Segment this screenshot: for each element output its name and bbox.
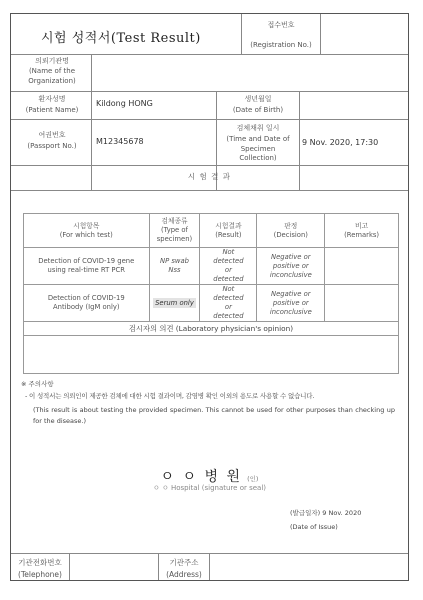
results-table-header-row (24, 214, 399, 248)
telephone-label-kr: 기관전화번호 (18, 558, 62, 567)
header-result: 시험결과 (Result) (200, 214, 257, 248)
row-result-antibody: Not detected or detected (200, 285, 257, 322)
opinion-label-row (24, 322, 399, 336)
collection-label-kr: 검체채취 일시 (236, 124, 280, 132)
row-result-pcr: Not detected or detected (200, 248, 257, 285)
table-row (24, 248, 399, 285)
hospital-english-name: ㅇ ㅇ Hospital (signature or seal) (153, 484, 266, 492)
row-specimen-pcr: NP swab Nss (149, 248, 200, 285)
seal-mark: (인) (247, 475, 259, 483)
issue-date-label-en: (Date of Issue) (290, 523, 338, 531)
issue-date (290, 508, 361, 519)
serum-highlight: Serum only (155, 298, 194, 307)
collection-datetime-value: 9 Nov. 2020, 17:30 (302, 138, 379, 147)
issue-date-label-kr: (발급일자) (290, 509, 321, 517)
results-heading: 시 험 결 과 (187, 172, 232, 181)
registration-label-kr: 접수번호 (267, 21, 295, 29)
results-table (23, 213, 399, 374)
opinion-value (24, 336, 399, 374)
row-decision-antibody: Negative or positive or inconclusive (257, 285, 325, 322)
notes-english: (This result is about testing the provided specimen. This cannot be used for other purposes than checking up for the disease.) (33, 406, 395, 425)
registration-label-en: (Registration No.) (250, 41, 312, 49)
header-decision: 판정 (Decision) (257, 214, 325, 248)
header-remarks: 비고 (Remarks) (325, 214, 399, 248)
dob-label-en: (Date of Birth) (232, 106, 284, 114)
collection-label-en: (Time and Date of Specimen Collection) (226, 135, 290, 162)
row-remarks-pcr (325, 248, 399, 285)
header-test-item: 시험항목 (For which test) (24, 214, 150, 248)
table-row (24, 285, 399, 322)
opinion-label: 검시자의 의견 (Laboratory physician's opinion) (24, 322, 399, 336)
hospital-name: ㅇ ㅇ 병 원 (160, 469, 242, 485)
address-label-en: (Address) (166, 570, 202, 579)
test-result-certificate (10, 13, 409, 581)
passport-number-value: M12345678 (96, 137, 144, 146)
document-title: 시험 성적서(Test Result) (41, 31, 201, 46)
row-specimen-antibody (149, 285, 200, 322)
passport-label-kr: 여권번호 (38, 131, 66, 139)
patient-name-value: Kildong HONG (96, 99, 153, 108)
opinion-value-row (24, 336, 399, 374)
passport-label-en: (Passport No.) (27, 142, 77, 150)
notes-korean: - 이 성적서는 의뢰인이 제공한 검체에 대한 시험 결과이며, 감염병 확인 이외의 용도로 사용할 수 없습니다. (25, 392, 315, 400)
patient-name-label-en: (Patient Name) (25, 106, 79, 114)
row-remarks-antibody (325, 285, 399, 322)
row-decision-pcr: Negative or positive or inconclusive (257, 248, 325, 285)
dob-label-kr: 생년월일 (244, 95, 272, 103)
patient-name-label-kr: 환자성명 (38, 95, 66, 103)
address-label-kr: 기관주소 (169, 558, 199, 567)
header-specimen-type: 검체종류 (Type of specimen) (149, 214, 200, 248)
row-test-pcr: Detection of COVID-19 gene using real-time RT PCR (24, 248, 150, 285)
issue-date-value: 9 Nov. 2020 (322, 509, 362, 517)
organization-label-kr: 의뢰기관명 (35, 57, 69, 65)
telephone-label-en: (Telephone) (18, 570, 62, 579)
row-test-antibody: Detection of COVID-19 Antibody (IgM only) (24, 285, 150, 322)
organization-label-en: (Name of the Organization) (28, 67, 76, 85)
notes-heading: ※ 주의사항 (21, 380, 54, 388)
